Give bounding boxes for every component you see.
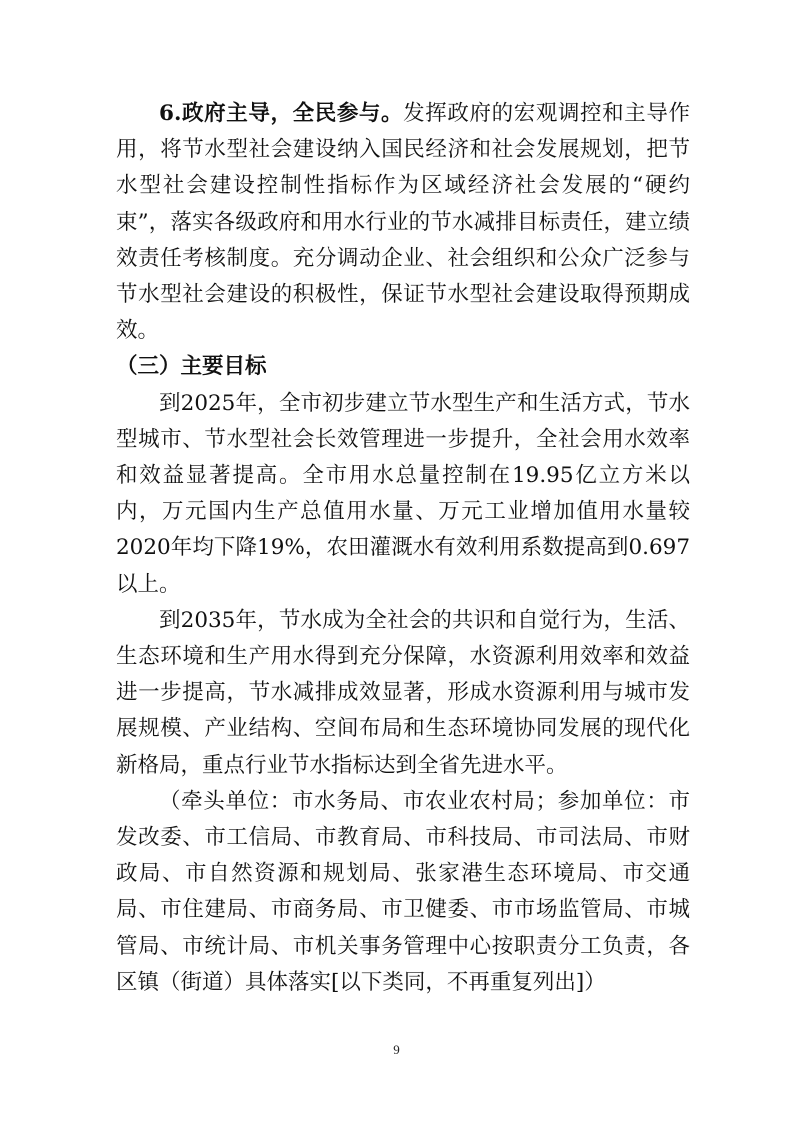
heading-main-goals: （三）主要目标 <box>116 354 267 380</box>
page-number: 9 <box>393 1042 400 1057</box>
section-6-lead: 6.政府主导，全民参与。 <box>159 101 404 126</box>
paragraph-goal-2035: 到2035年，节水成为全社会的共识和自觉行为，生活、生态环境和生产用水得到充分保障，水资源利用效率和效益进一步提高，节水减排成效显著，形成水资源利用与城市发展规模、产业结构、空间布局和生态环境协同发展的现代化新格局，重点行业节水指标达到全省先进水平。 <box>116 607 690 778</box>
paragraph-responsible-units: （牵头单位：市水务局、市农业农村局；参加单位：市发改委、市工信局、市教育局、市科技局、市司法局、市财政局、市自然资源和规划局、张家港生态环境局、市交通局、市住建局、市商务局、市卫健委、市市场监管局、市城管局、市统计局、市机关事务管理中心按职责分工负责，各区镇（街道）具体落实[以下类同，不再重复列出]） <box>116 788 690 995</box>
section-6-body: 发挥政府的宏观调控和主导作用，将节水型社会建设纳入国民经济和社会发展规划，把节水型社会建设控制性指标作为区域经济社会发展的“硬约束”，落实各级政府和用水行业的节水减排目标责任，建立绩效责任考核制度。充分调动企业、社会组织和公众广泛参与节水型社会建设的积极性，保证节水型社会建设取得预期成效。 <box>116 101 690 344</box>
paragraph-section-6 <box>116 96 690 349</box>
paragraph-goal-2025: 到2025年，全市初步建立节水型生产和生活方式，节水型城市、节水型社会长效管理进一步提升，全社会用水效率和效益显著提高。全市用水总量控制在19.95亿立方米以内，万元国内生产总值用水量、万元工业增加值用水量较2020年均下降19%，农田灌溉水有效利用系数提高到0.697以上。 <box>116 390 690 597</box>
page-content <box>116 96 690 1001</box>
